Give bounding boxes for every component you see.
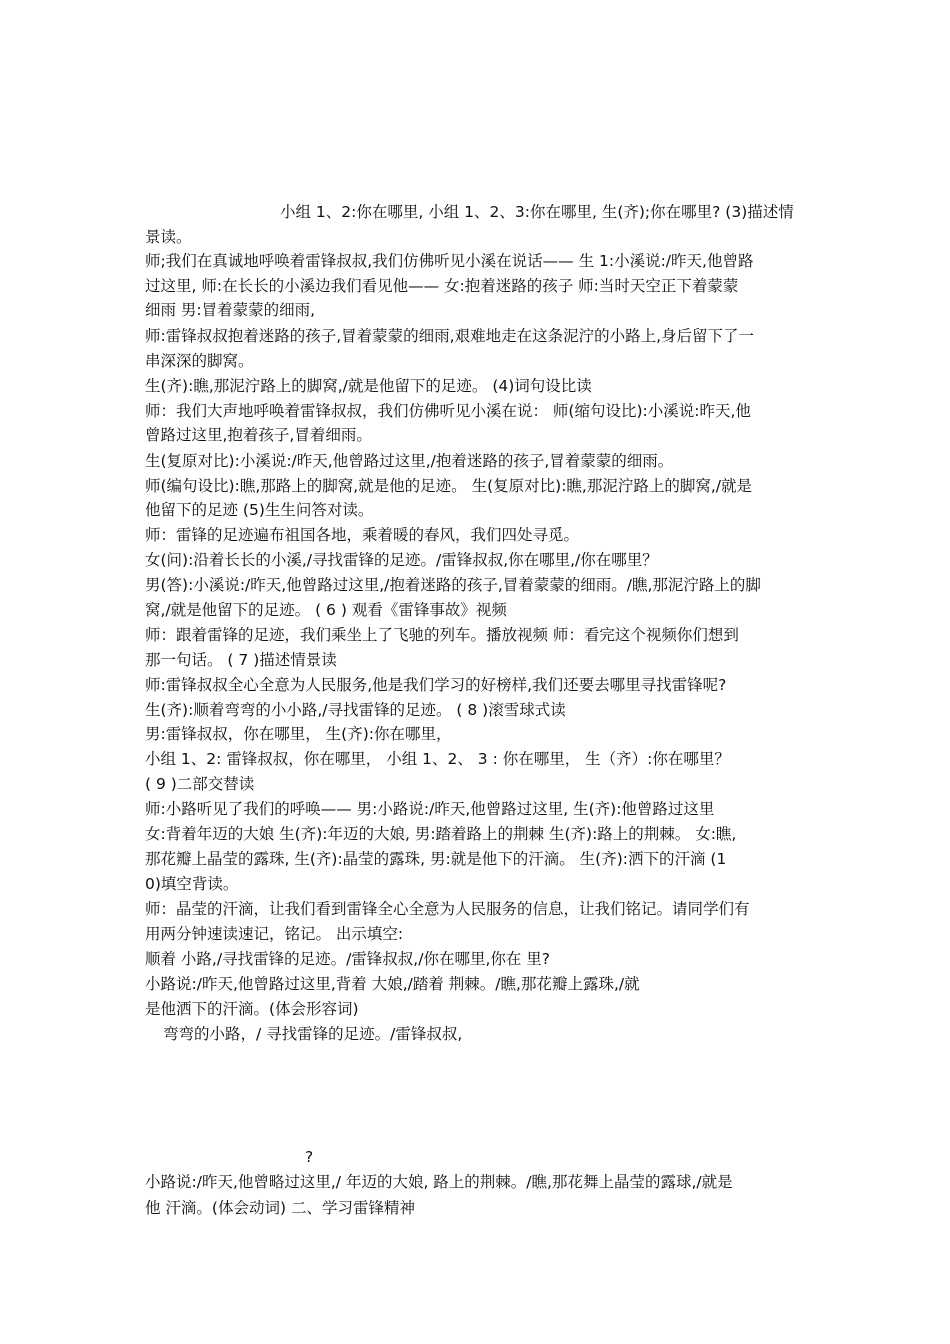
text-line: 那花瓣上晶莹的露珠, 生(齐):晶莹的露珠, 男:就是他下的汗滴。 生(齐):洒下的汗滴 (1: [145, 850, 727, 868]
text-line: 他留下的足迹 (5)生生问答对读。: [145, 501, 374, 519]
text-line: ( 9 )二部交替读: [145, 775, 255, 793]
text-line: 小组 1、2:你在哪里, 小组 1、2、3:你在哪里, 生(齐);你在哪里? (3)描述情: [280, 203, 794, 221]
text-line: 弯弯的小路，/ 寻找雷锋的足迹。/雷锋叔叔,: [163, 1025, 463, 1043]
text-line: 那一句话。 ( 7 )描述情景读: [145, 651, 337, 669]
text-line: 曾路过这里,抱着孩子,冒着细雨。: [145, 426, 372, 444]
text-line: 师：晶莹的汗滴，让我们看到雷锋全心全意为人民服务的信息，让我们铭记。请同学们有: [145, 900, 750, 918]
text-line: 小组 1、2: 雷锋叔叔，你在哪里， 小组 1、2、 3 : 你在哪里， 生（齐）:你在哪里？: [145, 750, 730, 768]
text-line: 小路说:/昨天,他曾略过这里,/ 年迈的大娘, 路上的荆棘。/瞧,那花舞上晶莹的露球,/就是: [145, 1173, 733, 1191]
text-line: 用两分钟速读速记，铭记。 出示填空:: [145, 925, 404, 943]
text-line: 师：雷锋的足迹遍布祖国各地，乘着暖的春风，我们四处寻觅。: [145, 526, 580, 544]
text-line: 串深深的脚窝。: [145, 352, 254, 370]
text-line: 师(编句设比):瞧,那路上的脚窝,就是他的足迹。 生(复原对比):瞧,那泥泞路上的脚窝,/就是: [145, 477, 752, 495]
text-line: 景读。: [145, 228, 192, 246]
text-line: 生(齐):瞧,那泥泞路上的脚窝,/就是他留下的足迹。 (4)词句设比读: [145, 377, 592, 395]
text-line: 过这里, 师:在长长的小溪边我们看见他—— 女:抱着迷路的孩子 师:当时天空正下着蒙蒙: [145, 277, 739, 295]
text-line: 师;我们在真诚地呼唤着雷锋叔叔,我们仿佛听见小溪在说话—— 生 1:小溪说:/昨天,他曾路: [145, 252, 754, 270]
text-line: 是他洒下的汗滴。(体会形容词): [145, 1000, 359, 1018]
text-line: 生(复原对比):小溪说:/昨天,他曾路过这里,/抱着迷路的孩子,冒着蒙蒙的细雨。: [145, 452, 674, 470]
text-line: 女(问):沿着长长的小溪,/寻找雷锋的足迹。/雷锋叔叔,你在哪里,/你在哪里？: [145, 551, 658, 569]
text-line: 男(答):小溪说:/昨天,他曾路过这里,/抱着迷路的孩子,冒着蒙蒙的细雨。/瞧,那泥泞路上的脚: [145, 576, 761, 594]
text-line: 0)填空背读。: [145, 875, 239, 893]
text-line: 窝,/就是他留下的足迹。 ( 6 ) 观看《雷锋事故》视频: [145, 601, 507, 619]
text-line: 男:雷锋叔叔，你在哪里， 生(齐):你在哪里，: [145, 725, 452, 743]
text-line: 师：我们大声地呼唤着雷锋叔叔，我们仿佛听见小溪在说： 师(缩句设比):小溪说:昨天,他: [145, 402, 751, 420]
text-line: 师:雷锋叔叔全心全意为人民服务,他是我们学习的好榜样,我们还要去哪里寻找雷锋呢?: [145, 676, 727, 694]
text-line: 师:小路听见了我们的呼唤—— 男:小路说:/昨天,他曾路过这里, 生(齐):他曾路过这里: [145, 800, 715, 818]
text-line: ?: [305, 1148, 314, 1166]
text-line: 师:雷锋叔叔抱着迷路的孩子,冒着蒙蒙的细雨,艰难地走在这条泥泞的小路上,身后留下了一: [145, 327, 755, 345]
text-line: 生(齐):顺着弯弯的小小路,/寻找雷锋的足迹。 ( 8 )滚雪球式读: [145, 701, 566, 719]
text-line: 师：跟着雷锋的足迹，我们乘坐上了飞驰的列车。播放视频 师：看完这个视频你们想到: [145, 626, 739, 644]
text-line: 女:背着年迈的大娘 生(齐):年迈的大娘, 男:踏着路上的荆棘 生(齐):路上的荆棘。 女:瞧,: [145, 825, 737, 843]
text-line: 他 汗滴。(体会动词) 二、学习雷锋精神: [145, 1199, 415, 1217]
text-line: 顺着 小路,/寻找雷锋的足迹。/雷锋叔叔,/你在哪里,你在 里?: [145, 950, 551, 968]
text-line: 小路说:/昨天,他曾路过这里,背着 大娘,/踏着 荆棘。/瞧,那花瓣上露珠,/就: [145, 975, 640, 993]
text-line: 细雨 男:冒着蒙蒙的细雨,: [145, 301, 316, 319]
